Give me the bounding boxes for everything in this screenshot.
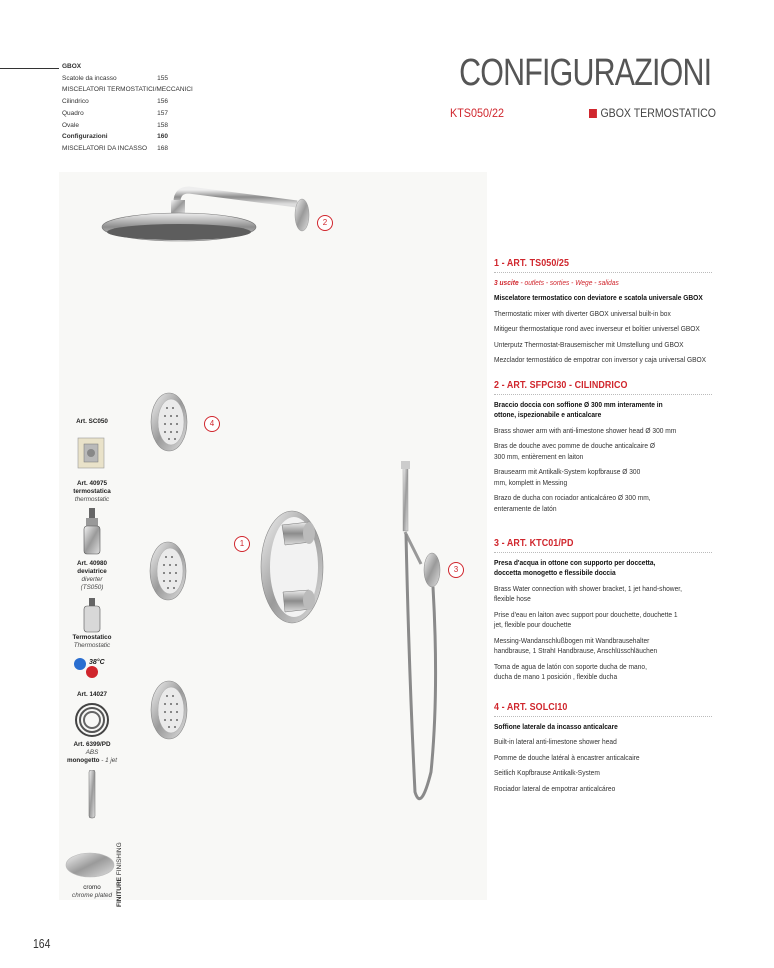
component-40975: Art. 40975 termostatica thermostatic: [73, 480, 111, 503]
product-3-description: [494, 538, 724, 688]
side-jet-top: [151, 393, 187, 451]
side-jet-bottom: [151, 681, 187, 739]
finishing-label: FINITURE FINISHING: [116, 842, 123, 907]
product-desc-line: Mitigeur thermostatique rond avec inverseur et boîtier universel GBOX: [494, 324, 700, 333]
product-heading: 3 - ART. KTC01/PD: [494, 537, 574, 549]
product-desc-line: Brausearm mit Antikalk-System kopfbrause Ø 300 mm, komplett in Messing: [494, 467, 641, 487]
product-main-desc: Miscelatore termostatico con deviatore e scatola universale GBOX: [494, 293, 703, 302]
nav-rule: [0, 68, 59, 69]
flexible-hose-icon: [74, 702, 110, 738]
product-2-description: [494, 380, 724, 519]
product-desc-line: Thermostatic mixer with diverter GBOX universal built-in box: [494, 308, 671, 318]
index-item[interactable]: Scatole da incasso 155: [62, 74, 168, 82]
kit-code: KTS050/22: [450, 106, 505, 120]
callout-2: 2: [317, 215, 333, 231]
product-1-description: [494, 258, 724, 371]
product-main-desc: Presa d'acqua in ottone con supporto per doccetta, doccetta monogetto e flessibile doccia: [494, 557, 656, 577]
component-14027: Art. 14027: [76, 691, 108, 698]
index-item[interactable]: MISCELATORI DA INCASSO 168: [62, 144, 168, 152]
component-sc050: Art. SC050: [76, 418, 108, 425]
product-photo: [59, 172, 487, 900]
thermostatic-cartridge-icon: [80, 508, 104, 558]
diverter-cartridge-icon: [80, 598, 104, 634]
page-number: 164: [33, 936, 51, 951]
component-40980: Art. 40980 deviatrice diverter (TS050): [76, 560, 108, 591]
product-illustration: [59, 172, 487, 900]
product-desc-line: Rociador lateral de empotrar anticalcáreo: [494, 783, 616, 793]
product-desc-line: Mezclador termostático de empotrar con inversor y caja universal GBOX: [494, 355, 707, 364]
callout-3: 3: [448, 562, 464, 578]
callout-1: 1: [234, 536, 250, 552]
product-desc-line: Brazo de ducha con rociador anticalcáreo Ø 300 mm, enteramente de latón: [494, 493, 651, 513]
component-6399: Art. 6399/PD ABS monogetto - 1 jet: [66, 741, 118, 764]
page-title: CONFIGURAZIONI: [458, 52, 711, 94]
temperature-label: 38°C: [89, 659, 105, 666]
kit-subtitle: GBOX TERMOSTATICO: [589, 106, 716, 120]
side-jet-middle: [150, 542, 186, 600]
chrome-finish-swatch: [64, 851, 116, 879]
outlets-line: 3 uscite - outlets - sorties - Wege - salidas: [494, 277, 619, 287]
red-square-icon: [589, 109, 597, 118]
product-heading: 4 - ART. SOLCI10: [494, 701, 568, 713]
product-desc-line: Built-in lateral anti-limestone shower head: [494, 737, 617, 746]
finish-chrome-label: cromo chrome plated: [72, 884, 112, 899]
index-item[interactable]: MISCELATORI TERMOSTATICI/MECCANICI: [62, 86, 193, 94]
product-heading: 1 - ART. TS050/25: [494, 257, 570, 269]
product-desc-line: Bras de douche avec pomme de douche anticalcaire Ø 300 mm, entièrement en laiton: [494, 441, 655, 461]
callout-4: 4: [204, 416, 220, 432]
product-desc-line: Toma de agua de latón con soporte ducha de mano, ducha de mano 1 posición , flexible ducha: [494, 661, 647, 681]
product-desc-line: Unterputz Thermostat-Brausemischer mit Umstellung und GBOX: [494, 339, 684, 349]
product-desc-line: Prise d'eau en laiton avec support pour douchette, douchette 1 jet, flexible pour douchette: [494, 609, 678, 629]
product-4-description: [494, 702, 724, 799]
thermostatic-mixer: [261, 511, 323, 623]
product-desc-line: Brass Water connection with shower bracket, 1 jet hand-shower, flexible hose: [494, 583, 682, 603]
product-desc-line: Messing-Wandanschlußbogen mit Wandbrausehalter handbrause, 1 StrahI Handbrause, Anschlüsschläuchen: [494, 635, 658, 655]
index-item[interactable]: Cilindrico 156: [62, 98, 168, 106]
hand-shower-icon: [87, 770, 97, 820]
gbox-box-icon: [72, 430, 112, 475]
index-header: GBOX: [62, 63, 82, 70]
product-desc-line: Seitlich Kopfbrause Antikalk-System: [494, 768, 600, 777]
index-item[interactable]: Quadro 157: [62, 109, 168, 117]
section-index: [62, 61, 193, 155]
product-main-desc: Soffione laterale da incasso anticalcare: [494, 721, 618, 731]
product-desc-line: Brass shower arm with anti-limestone shower head Ø 300 mm: [494, 425, 677, 435]
component-thermostatic-label: Termostatico Thermostatic: [72, 634, 112, 649]
shower-head-arm: [102, 190, 309, 241]
product-heading: 2 - ART. SFPCI30 - CILINDRICO: [494, 379, 628, 391]
product-main-desc: Braccio doccia con soffione Ø 300 mm interamente in ottone, ispezionabile e anticalcare: [494, 399, 663, 419]
product-desc-line: Pomme de douche latéral à encastrer anticalcaire: [494, 752, 640, 762]
index-item-current[interactable]: Configurazioni 160: [62, 133, 168, 141]
index-item[interactable]: Ovale 158: [62, 121, 168, 129]
hand-shower-kit: [401, 461, 440, 799]
